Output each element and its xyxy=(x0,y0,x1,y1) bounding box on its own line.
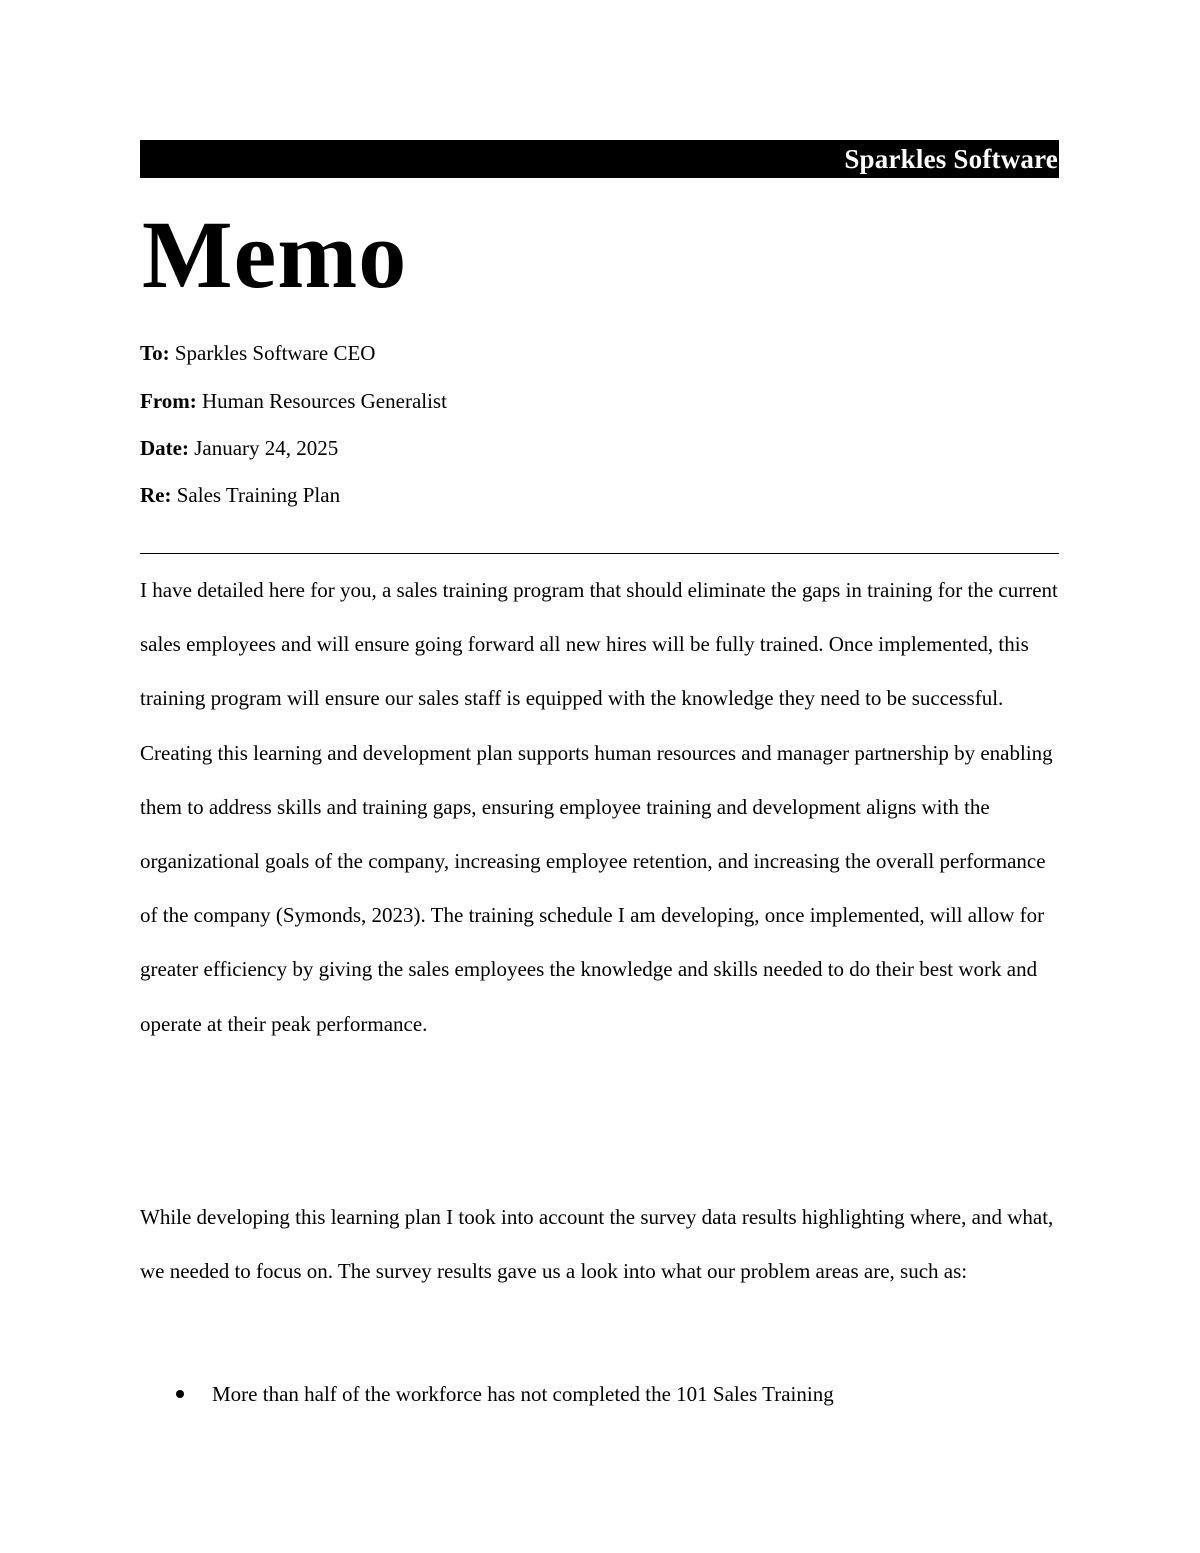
memo-to-value: Sparkles Software CEO xyxy=(174,341,376,365)
company-name: Sparkles Software xyxy=(844,144,1058,174)
header-divider xyxy=(140,553,1059,554)
list-item xyxy=(140,1380,1059,1408)
memo-re-line xyxy=(140,482,340,508)
memo-from-line xyxy=(140,388,447,414)
problem-areas-list xyxy=(140,1380,1059,1408)
memo-title: Memo xyxy=(142,201,408,308)
memo-date-line xyxy=(140,435,338,461)
memo-from-value: Human Resources Generalist xyxy=(202,389,447,413)
memo-re-value: Sales Training Plan xyxy=(176,483,341,507)
memo-to-label: To: xyxy=(140,341,170,365)
memo-date-value: January 24, 2025 xyxy=(194,436,339,460)
memo-to-line xyxy=(140,340,375,366)
list-item-text: More than half of the workforce has not completed the 101 Sales Training xyxy=(212,1382,834,1406)
body-paragraph-1: I have detailed here for you, a sales training program that should eliminate the gaps in training for the current sales employees and will ensure going forward all new hires will be fully trained. Once implemented, this training program will ensure our sales staff is equipped with the knowledge they need to be successful. Creating this learning and development plan supports human resources and manager partnership by enabling them to address skills and training gaps, ensuring employee training and development aligns with the organizational goals of the company, increasing employee retention, and increasing the overall performance of the company (Symonds, 2023). The training schedule I am developing, once implemented, will allow for greater efficiency by giving the sales employees the knowledge and skills needed to do their best work and operate at their peak performance. xyxy=(140,578,1058,1036)
bullet-icon xyxy=(176,1390,184,1398)
memo-from-label: From: xyxy=(140,389,197,413)
memo-re-label: Re: xyxy=(140,483,172,507)
company-header-bar xyxy=(140,140,1059,178)
memo-date-label: Date: xyxy=(140,436,189,460)
body-paragraph-2: While developing this learning plan I took into account the survey data results highlighting where, and what, we needed to focus on. The survey results gave us a look into what our problem areas are, such as: xyxy=(140,1205,1054,1284)
